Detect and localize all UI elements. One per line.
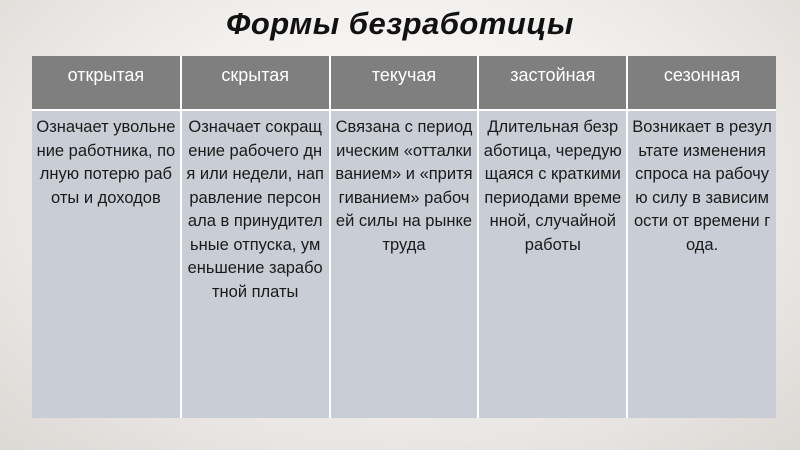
unemployment-forms-table [32, 56, 776, 418]
header-open: открытая [32, 56, 181, 110]
cell-open-description: Означает увольнение работника, полную потерю работы и доходов [32, 110, 181, 418]
cell-stagnant-description: Длительная безработица, чередующаяся с краткими периодами временной, случайной работы [478, 110, 627, 418]
header-frictional: текучая [330, 56, 479, 110]
header-stagnant: застойная [478, 56, 627, 110]
cell-seasonal-description: Возникает в результате изменения спроса на рабочую силу в зависимости от времени года. [627, 110, 776, 418]
cell-hidden-description: Означает сокращение рабочего дня или недели, направление персонала в принудительные отпуска, уменьшение заработной платы [181, 110, 330, 418]
header-hidden: скрытая [181, 56, 330, 110]
table-row [32, 110, 776, 418]
header-seasonal: сезонная [627, 56, 776, 110]
table-header-row [32, 56, 776, 110]
unemployment-forms-table-wrapper [32, 56, 776, 418]
slide-title: Формы безработицы [226, 6, 574, 41]
cell-frictional-description: Связана с периодическим «отталкиванием» и «притягиванием» рабочей силы на рынке труда [330, 110, 479, 418]
